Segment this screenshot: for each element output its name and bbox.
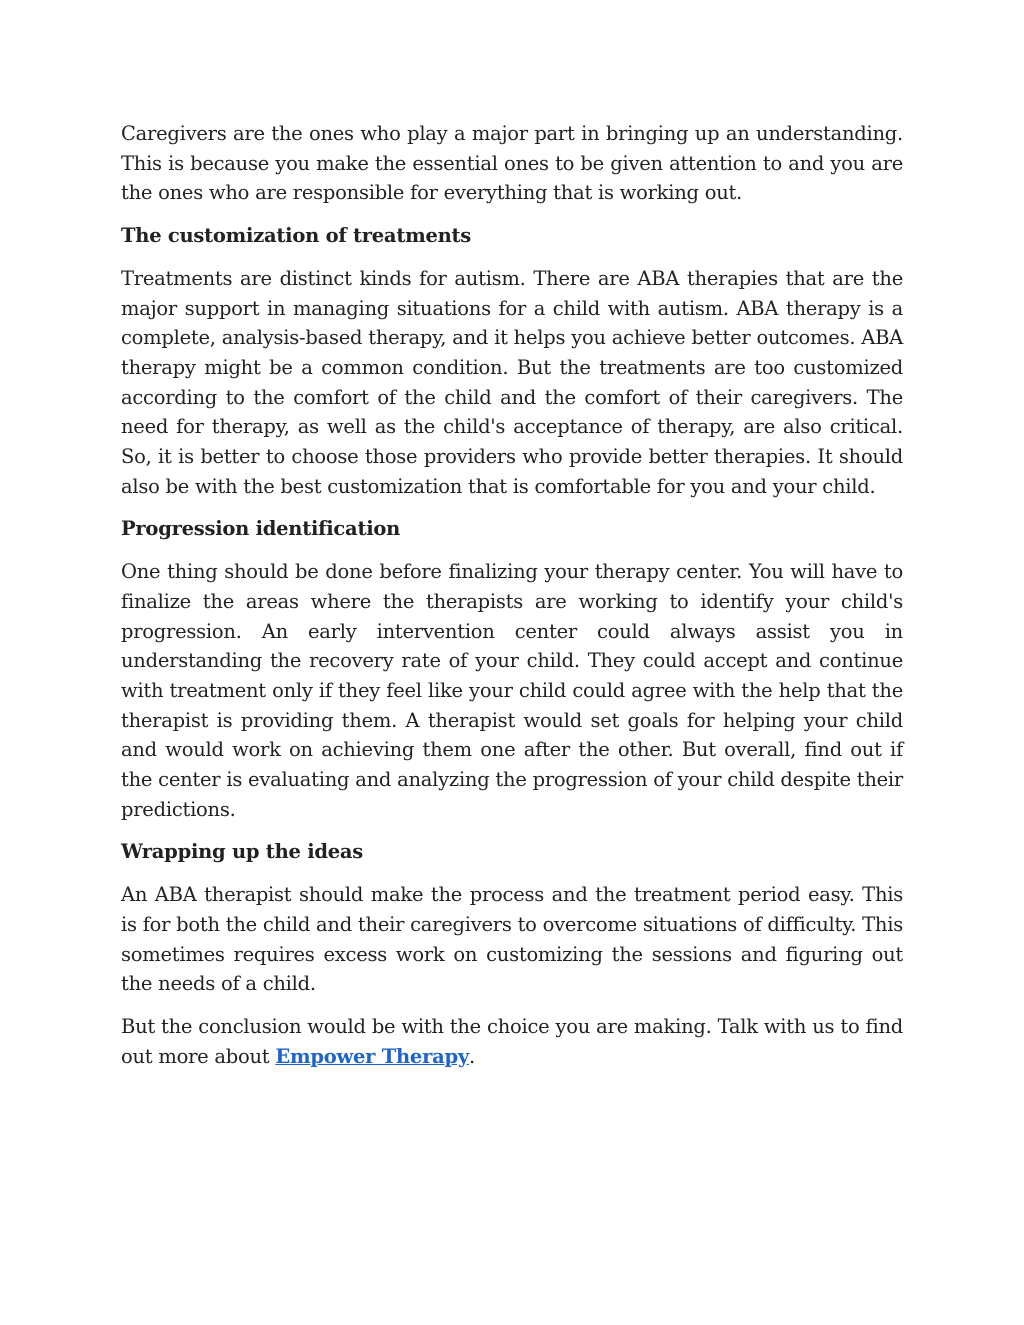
section-body-customization: Treatments are distinct kinds for autism. There are ABA therapies that are the major support in managing situations for a child with autism. ABA therapy is a complete, analysis-based therapy, and it helps you achieve better outcomes. ABA therapy might be a common condition. But the treatments are too customized according to the comfort of the child and the comfort of their caregivers. The need for therapy, as well as the child's acceptance of therapy, are also critical. So, it is better to choose those providers who provide better therapies. It should also be with the best customization that is comfortable for you and your child. (121, 266, 903, 498)
section-heading-customization: The customization of treatments (121, 224, 472, 248)
intro-paragraph: Caregivers are the ones who play a major part in bringing up an understanding. This is because you make the essential ones to be given attention to and you are the ones who are responsible for everything that is working out. (121, 122, 903, 205)
closing-period: . (468, 1044, 475, 1068)
section-heading-progression: Progression identification (121, 517, 401, 541)
section-body-wrapping-up: An ABA therapist should make the process and the treatment period easy. This is for both the child and their caregivers to overcome situations of difficulty. This sometimes requires excess work on customizing the sessions and figuring out the needs of a child. (121, 883, 903, 996)
document-page (121, 119, 903, 1084)
section-heading-wrapping-up: Wrapping up the ideas (121, 840, 364, 864)
closing-paragraph (121, 1012, 903, 1071)
empower-therapy-link[interactable]: Empower Therapy (275, 1044, 469, 1068)
closing-text: But the conclusion would be with the choice you are making. Talk with us to find out more about (121, 1014, 903, 1068)
section-body-progression: One thing should be done before finalizing your therapy center. You will have to finalize the areas where the therapists are working to identify your child's progression. An early intervention center could always assist you in understanding the recovery rate of your child. They could accept and continue with treatment only if they feel like your child could agree with the help that the therapist is providing them. A therapist would set goals for helping your child and would work on achieving them one after the other. But overall, find out if the center is evaluating and analyzing the progression of your child despite their predictions. (121, 560, 903, 821)
